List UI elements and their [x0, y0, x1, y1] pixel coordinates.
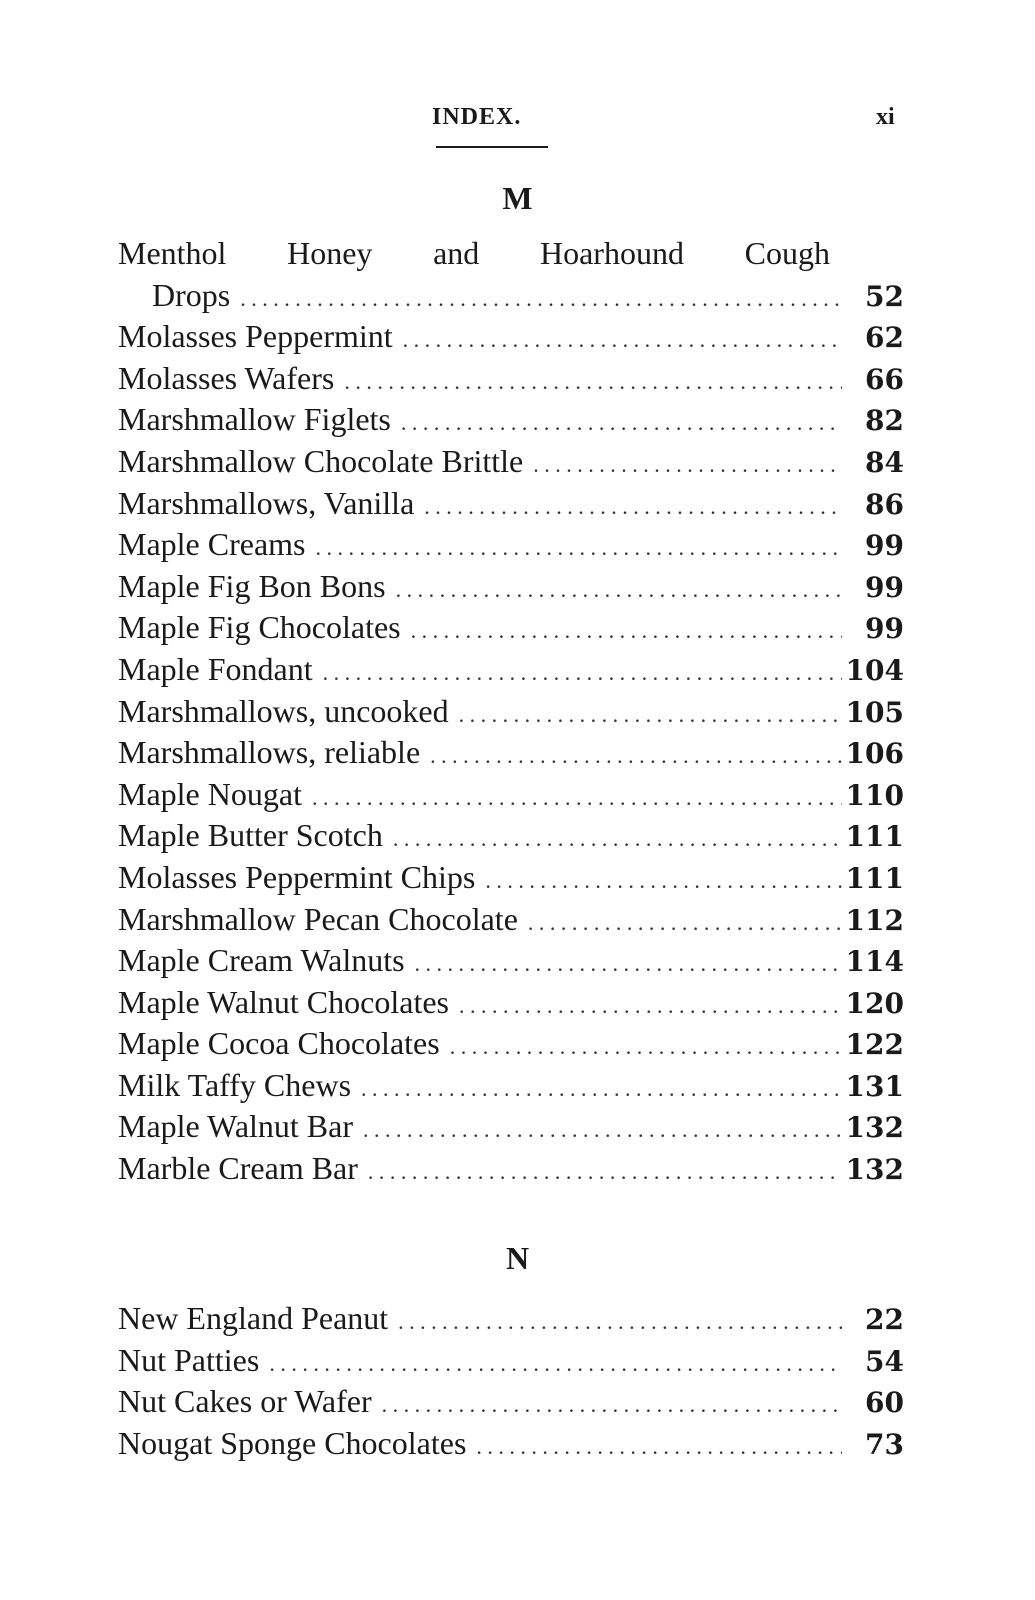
index-entry-continuation — [118, 275, 904, 317]
entry-title: Maple Fondant — [118, 650, 313, 687]
entry-page: 52 — [865, 279, 904, 313]
dot-leader — [344, 361, 842, 403]
index-entry — [118, 940, 904, 982]
index-entry — [118, 649, 904, 691]
entry-title: Marshmallows, Vanilla — [118, 484, 415, 521]
entry-page: 86 — [865, 487, 904, 521]
entry-title: Maple Cream Walnuts — [118, 942, 405, 979]
dot-leader — [533, 444, 842, 486]
index-list-n — [118, 1298, 904, 1464]
index-entry — [118, 691, 904, 733]
index-entry — [118, 1023, 904, 1065]
entry-page: 105 — [845, 695, 904, 729]
index-entry — [118, 316, 904, 358]
entry-title: Nut Patties — [118, 1341, 260, 1378]
entry-page: 106 — [845, 737, 904, 771]
dot-leader — [361, 1068, 842, 1110]
dot-leader — [382, 1384, 842, 1426]
section-heading-m: M — [502, 180, 533, 216]
entry-title: Maple Butter Scotch — [118, 817, 383, 854]
entry-page: 60 — [865, 1386, 904, 1420]
dot-leader — [312, 777, 842, 819]
entry-title: Maple Nougat — [118, 775, 302, 812]
dot-leader — [459, 694, 842, 736]
dot-leader — [450, 1026, 842, 1068]
dot-leader — [363, 1109, 842, 1151]
entry-title: Molasses Peppermint Chips — [118, 858, 476, 895]
entry-page: 111 — [845, 820, 904, 854]
entry-title: Marshmallows, reliable — [118, 734, 421, 771]
index-entry — [118, 566, 904, 608]
dot-leader — [411, 610, 842, 652]
entry-page: 132 — [845, 1111, 904, 1145]
entry-page: 22 — [865, 1303, 904, 1336]
index-entry — [118, 899, 904, 941]
page-number: xi — [876, 104, 895, 130]
entry-page: 84 — [865, 445, 904, 479]
entry-page: 120 — [845, 986, 904, 1020]
entry-title: Nougat Sponge Chocolates — [118, 1424, 467, 1461]
entry-title: Molasses Peppermint — [118, 318, 393, 355]
index-entry — [118, 607, 904, 649]
dot-leader — [368, 1151, 842, 1193]
index-entry — [118, 774, 904, 816]
dot-leader — [269, 1343, 842, 1385]
dot-leader — [424, 486, 842, 528]
index-entry — [118, 982, 904, 1024]
entry-word: and — [433, 235, 480, 271]
dot-leader — [528, 902, 842, 944]
index-entry — [118, 732, 904, 774]
entry-page: 110 — [845, 778, 904, 812]
dot-leader — [396, 569, 842, 611]
index-entry — [118, 524, 904, 566]
dot-leader — [459, 985, 842, 1027]
entry-title: Marshmallow Figlets — [118, 401, 391, 438]
dot-leader — [476, 1426, 842, 1468]
entry-title: Maple Cocoa Chocolates — [118, 1025, 440, 1062]
entry-page: 62 — [865, 321, 904, 355]
index-entry — [118, 1106, 904, 1148]
entry-page: 73 — [865, 1427, 904, 1461]
entry-title: Milk Taffy Chews — [118, 1066, 352, 1103]
dot-leader — [401, 402, 842, 444]
index-entry — [118, 1340, 904, 1382]
entry-word: Menthol — [118, 235, 227, 271]
index-entry — [118, 399, 904, 441]
dot-leader — [398, 1301, 842, 1343]
index-entry — [118, 857, 904, 899]
entry-title: Maple Fig Bon Bons — [118, 567, 386, 604]
section-heading-n: N — [505, 1240, 530, 1276]
dot-leader — [393, 818, 842, 860]
entry-word: Cough — [744, 235, 830, 271]
index-entry — [118, 1381, 904, 1423]
entry-page: 104 — [845, 653, 904, 687]
dot-leader — [485, 860, 842, 902]
entry-word: Honey — [287, 235, 373, 271]
entry-title: Marshmallow Chocolate Brittle — [118, 442, 524, 479]
title-underline — [436, 146, 548, 148]
entry-title: Maple Creams — [118, 526, 306, 563]
index-entry — [118, 441, 904, 483]
entry-page: 82 — [865, 404, 904, 438]
entry-page: 99 — [865, 612, 904, 646]
index-list-m — [118, 233, 904, 1190]
entry-title-first-line — [118, 233, 830, 275]
entry-page: 99 — [865, 570, 904, 604]
entry-title: Nut Cakes or Wafer — [118, 1383, 372, 1420]
dot-leader — [316, 527, 843, 569]
entry-page: 111 — [845, 861, 904, 895]
entry-title: Maple Walnut Chocolates — [118, 983, 449, 1020]
index-entry — [118, 1065, 904, 1107]
entry-word: Hoarhound — [539, 235, 684, 271]
index-entry — [118, 1148, 904, 1190]
entry-page: 54 — [865, 1344, 904, 1378]
entry-title: Molasses Wafers — [118, 359, 335, 396]
running-head — [0, 104, 1035, 144]
entry-title: Maple Walnut Bar — [118, 1108, 353, 1145]
entry-title: Marble Cream Bar — [118, 1150, 358, 1187]
index-entry — [118, 233, 904, 275]
entry-page: 132 — [845, 1153, 904, 1187]
entry-page: 114 — [845, 945, 904, 979]
entry-page: 131 — [845, 1069, 904, 1103]
entry-title: Drops — [152, 276, 231, 313]
index-entry — [118, 483, 904, 525]
entry-page: 66 — [865, 362, 904, 396]
dot-leader — [323, 652, 842, 694]
dot-leader — [403, 319, 842, 361]
index-entry — [118, 815, 904, 857]
entry-page: 122 — [845, 1028, 904, 1062]
entry-title: New England Peanut — [118, 1300, 389, 1336]
index-entry — [118, 358, 904, 400]
index-entry — [118, 1298, 904, 1340]
entry-page: 99 — [865, 529, 904, 563]
entry-title: Marshmallows, uncooked — [118, 692, 449, 729]
entry-title: Maple Fig Chocolates — [118, 609, 401, 646]
dot-leader — [430, 735, 842, 777]
index-entry — [118, 1423, 904, 1465]
running-title: INDEX. — [432, 104, 522, 130]
dot-leader — [240, 278, 842, 320]
entry-page: 112 — [845, 903, 904, 937]
dot-leader — [415, 943, 842, 985]
entry-title: Marshmallow Pecan Chocolate — [118, 900, 518, 937]
